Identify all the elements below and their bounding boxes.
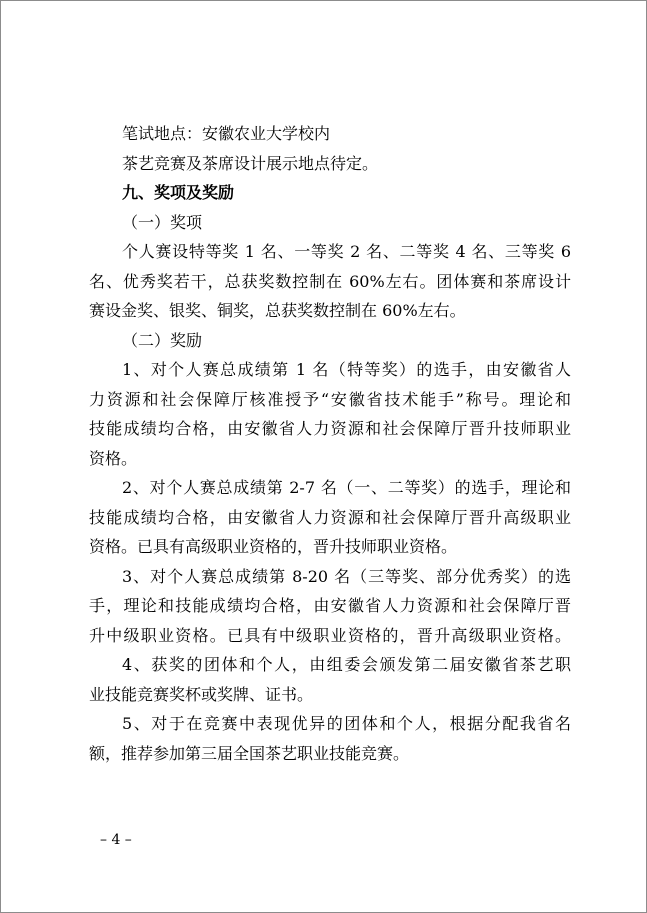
paragraph-line: 2、对个人赛总成绩第 2-7 名（一、二等奖）的选手，理论和 (122, 478, 571, 497)
paragraph-line: 5、对于在竞赛中表现优异的团体和个人，根据分配我省名 (122, 714, 571, 733)
paragraph-line: 赛设金奖、银奖、铜奖，总获奖数控制在 60%左右。 (89, 301, 466, 320)
document-body (89, 119, 571, 768)
paragraph-line: 名、优秀奖若干，总获奖数控制在 60%左右。团体赛和茶席设计 (89, 271, 571, 291)
paragraph-line: 3、对个人赛总成绩第 8-20 名（三等奖、部分优秀奖）的选 (122, 566, 571, 586)
paragraph-line: 个人赛设特等奖 1 名、一等奖 2 名、二等奖 4 名、三等奖 6 (122, 242, 571, 261)
paragraph-line: 资格。 (89, 448, 138, 468)
paragraph-line: 额，推荐参加第三届全国茶艺职业技能竞赛。 (89, 743, 410, 763)
paragraph-line: 4、获奖的团体和个人，由组委会颁发第二届安徽省茶艺职 (122, 655, 571, 674)
paragraph-line: （二）奖励 (122, 330, 203, 350)
section-heading: 九、奖项及奖励 (122, 183, 235, 202)
paragraph-line: 茶艺竞赛及茶席设计展示地点待定。 (122, 153, 379, 173)
paragraph-line: 笔试地点：安徽农业大学校内 (122, 124, 331, 143)
paragraph-line: 技能成绩均合格，由安徽省人力资源和社会保障厅晋升技师职业 (89, 419, 571, 438)
paragraph-line: 手，理论和技能成绩均合格，由安徽省人力资源和社会保障厅晋 (89, 596, 571, 615)
paragraph-line: 力资源和社会保障厅核准授予“安徽省技术能手”称号。理论和 (89, 389, 571, 409)
paragraph-line: 升中级职业资格。已具有中级职业资格的，晋升高级职业资格。 (89, 625, 571, 645)
paragraph-line: （一）奖项 (122, 212, 203, 232)
paragraph-line: 业技能竞赛奖杯或奖牌、证书。 (89, 684, 314, 704)
paragraph-line: 技能成绩均合格，由安徽省人力资源和社会保障厅晋升高级职业 (89, 507, 571, 527)
paragraph-line: 资格。已具有高级职业资格的，晋升技师职业资格。 (89, 537, 458, 556)
page-number: – 4 – (100, 832, 132, 848)
paragraph-line: 1、对个人赛总成绩第 1 名（特等奖）的选手，由安徽省人 (122, 360, 571, 379)
